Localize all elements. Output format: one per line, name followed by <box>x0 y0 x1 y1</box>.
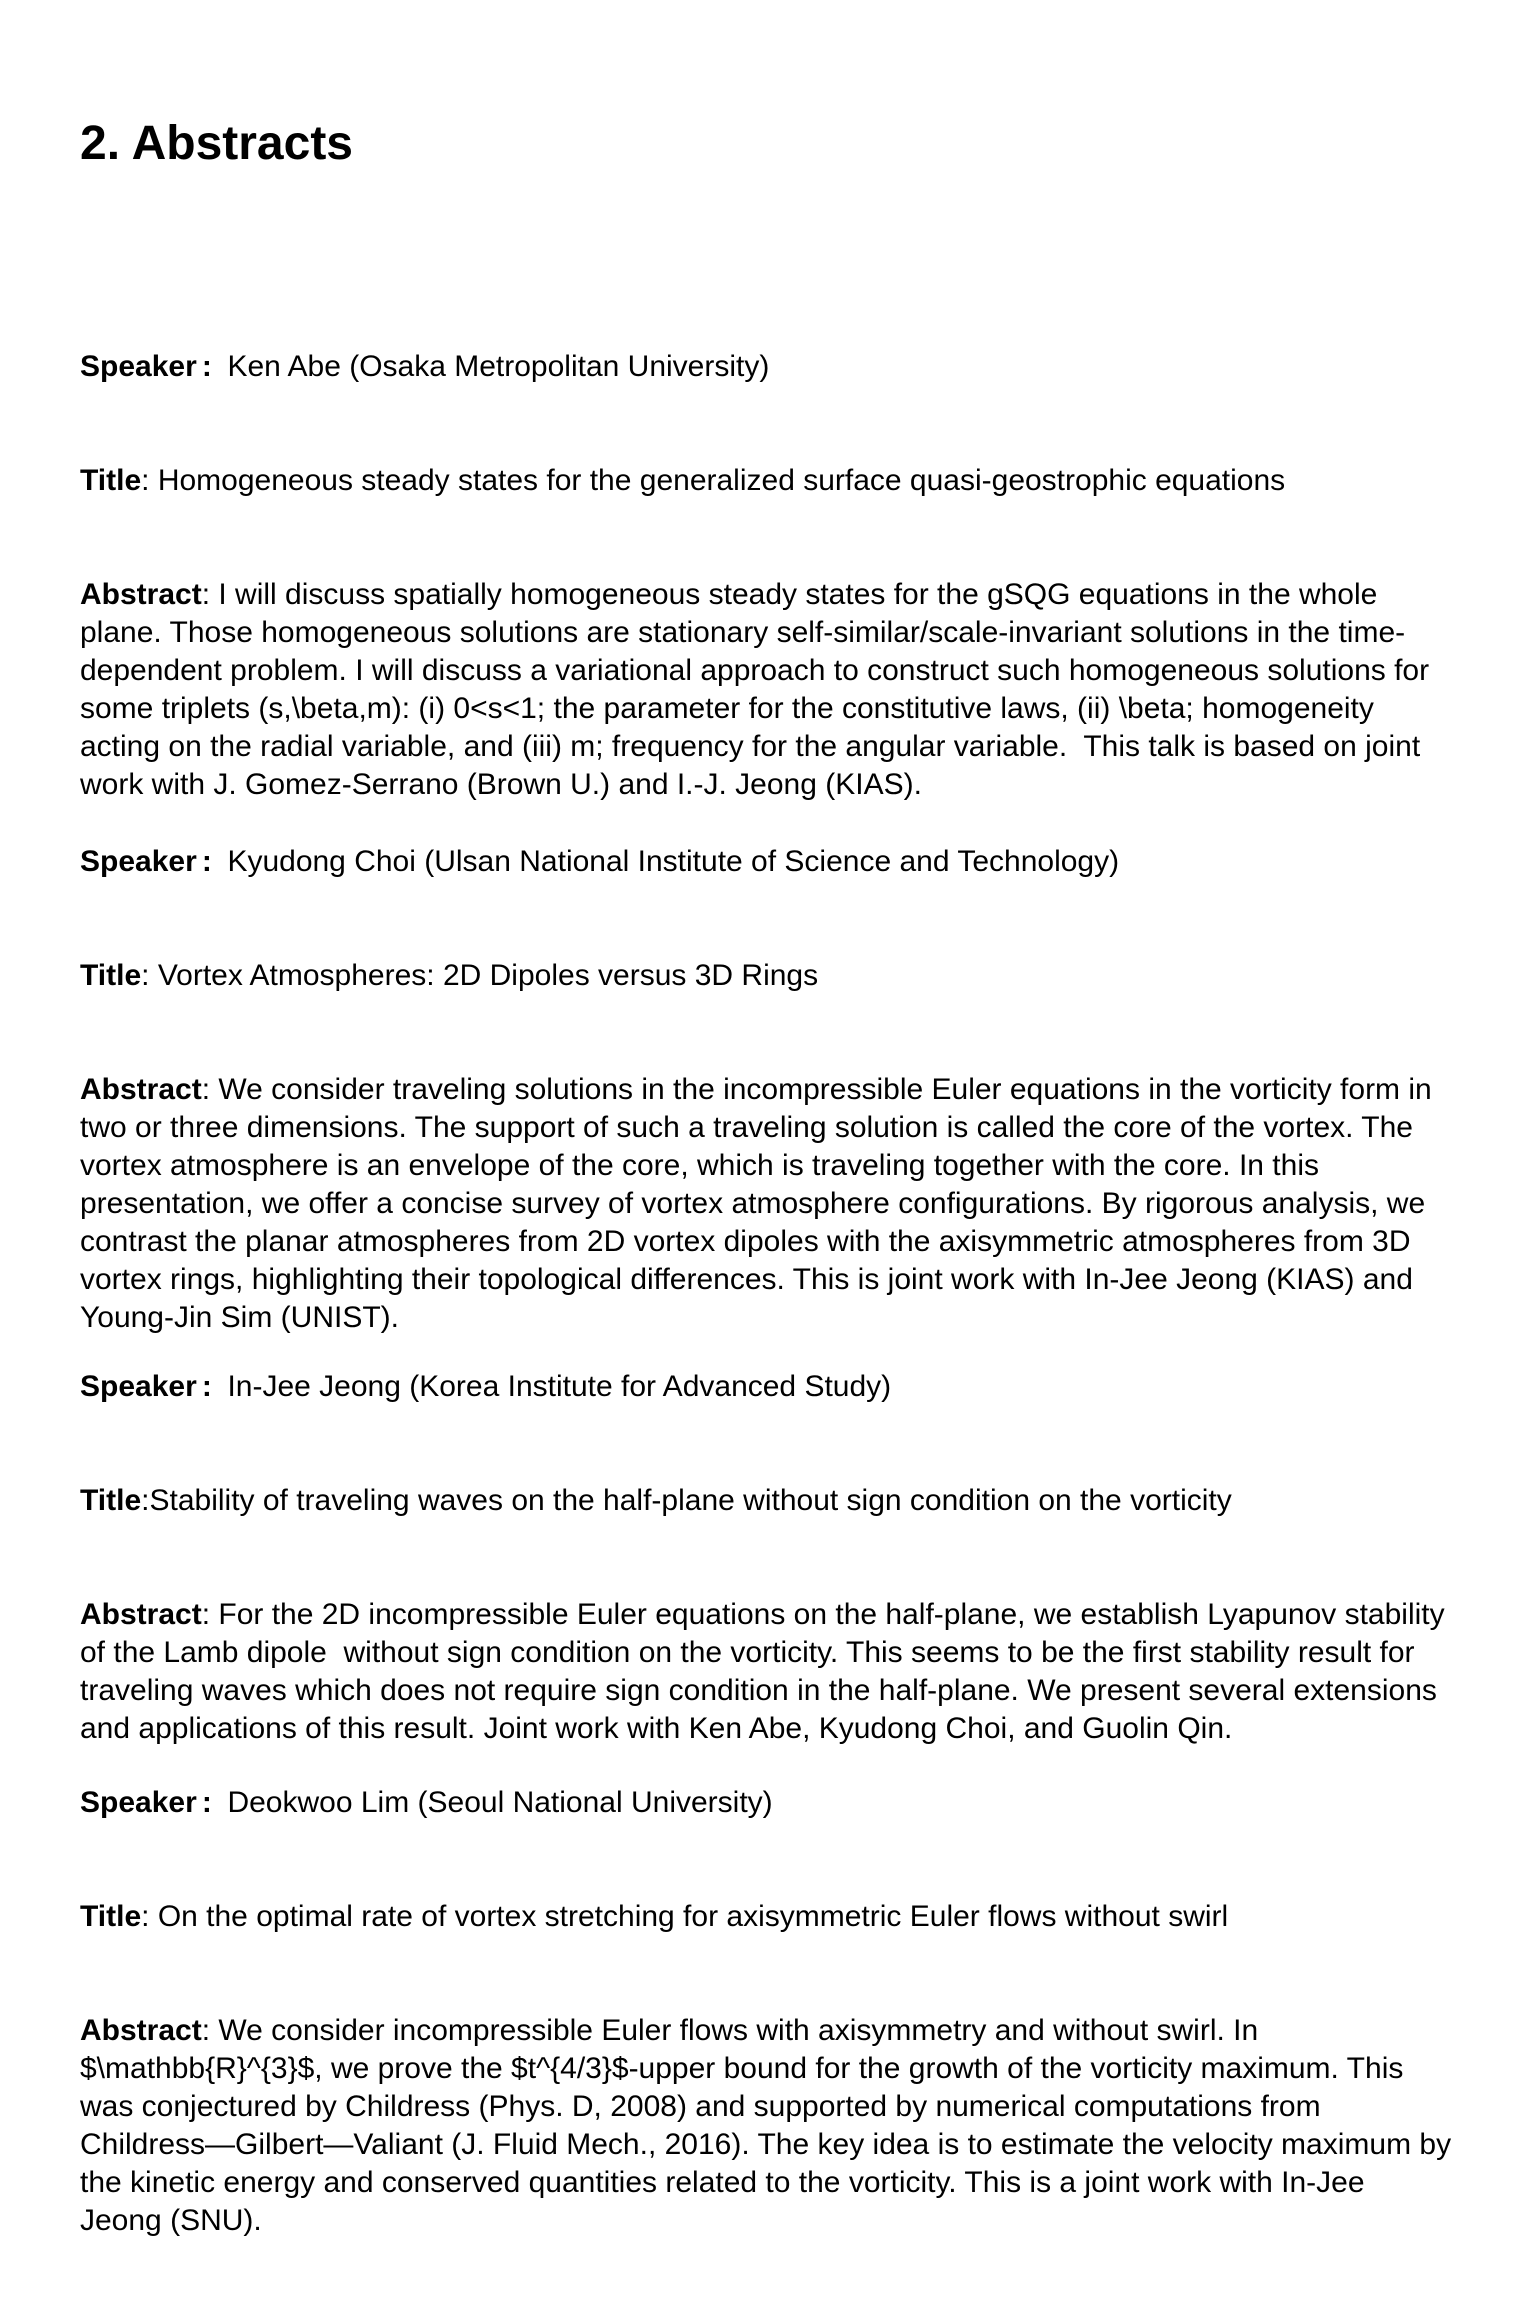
title-label: Title <box>80 1900 142 1933</box>
talk-title: Homogeneous steady states for the generalized surface quasi-geostrophic equations <box>157 464 1286 497</box>
title-line <box>80 1482 1452 1520</box>
title-line <box>80 1898 1452 1936</box>
abstract-block <box>80 1708 1460 2316</box>
abstract-label: Abstract <box>80 1598 202 1631</box>
speaker-line <box>80 348 1452 386</box>
title-label: Title <box>80 1484 142 1517</box>
speaker-label: Speaker <box>80 1370 197 1403</box>
speaker-colon: : <box>201 845 212 878</box>
title-line <box>80 957 1452 995</box>
abstract-body: We consider incompressible Euler flows with axisymmetry and without swirl. In $\mathbb{R}^{3}$, we prove the $t^{4/3}$-upper bound for the growth of the vorticity maximum. This was conjectured by Childress (Phys. D, 2008) and supported by numerical computations from Childress—Gilbert—Valiant (J. Fluid Mech., 2016). The key idea is to estimate the velocity maximum by the kinetic energy and conserved quantities related to the vorticity. This is a joint work with In-Jee Jeong (SNU). <box>80 2014 1460 2237</box>
speaker-colon: : <box>201 1370 212 1403</box>
abstract-separator: : <box>201 1073 219 1106</box>
speaker-line <box>80 1784 1452 1822</box>
speaker-name: Ken Abe (Osaka Metropolitan University) <box>227 350 770 383</box>
speaker-label: Speaker <box>80 350 197 383</box>
title-separator: : <box>141 464 158 497</box>
speaker-name: Deokwoo Lim (Seoul National University) <box>227 1786 773 1819</box>
abstract-paragraph <box>80 2012 1460 2240</box>
abstract-label: Abstract <box>80 1073 202 1106</box>
talk-title: Vortex Atmospheres: 2D Dipoles versus 3D Rings <box>157 959 819 992</box>
title-separator: : <box>141 959 158 992</box>
page-title: 2. Abstracts <box>80 117 353 170</box>
speaker-line <box>80 1368 1452 1406</box>
talk-title: On the optimal rate of vortex stretching for axisymmetric Euler flows without swirl <box>157 1900 1229 1933</box>
title-line <box>80 462 1452 500</box>
speaker-name: In-Jee Jeong (Korea Institute for Advanced Study) <box>227 1370 892 1403</box>
abstract-separator: : <box>201 2014 219 2047</box>
talk-title: Stability of traveling waves on the half-plane without sign condition on the vorticity <box>149 1484 1232 1517</box>
speaker-line <box>80 843 1452 881</box>
abstract-body: I will discuss spatially homogeneous steady states for the gSQG equations in the whole plane. Those homogeneous solutions are stationary self-similar/scale-invariant solutions in the time-dependent problem. I will discuss a variational approach to construct such homogeneous solutions for some triplets (s,\beta,m): (i) 0<s<1; the parameter for the constitutive laws, (ii) \beta; homogeneity acting on the radial variable, and (iii) m; frequency for the angular variable. This talk is based on joint work with J. Gomez-Serrano (Brown U.) and I.-J. Jeong (KIAS). <box>80 578 1438 801</box>
title-separator: : <box>141 1484 150 1517</box>
abstract-separator: : <box>201 1598 219 1631</box>
title-label: Title <box>80 464 142 497</box>
abstract-label: Abstract <box>80 2014 202 2047</box>
speaker-name: Kyudong Choi (Ulsan National Institute of Science and Technology) <box>227 845 1120 878</box>
title-separator: : <box>141 1900 158 1933</box>
abstract-body: For the 2D incompressible Euler equations on the half-plane, we establish Lyapunov stability of the Lamb dipole without sign condition on the vorticity. This seems to be the first stability result for traveling waves which does not require sign condition in the half-plane. We present several extensions and applications of this result. Joint work with Ken Abe, Kyudong Choi, and Guolin Qin. <box>80 1598 1453 1745</box>
abstract-label: Abstract <box>80 578 202 611</box>
speaker-label: Speaker <box>80 1786 197 1819</box>
speaker-colon: : <box>201 350 212 383</box>
speaker-colon: : <box>201 1786 212 1819</box>
speaker-label: Speaker <box>80 845 197 878</box>
title-label: Title <box>80 959 142 992</box>
abstract-separator: : <box>201 578 219 611</box>
abstract-body: We consider traveling solutions in the incompressible Euler equations in the vorticity form in two or three dimensions. The support of such a traveling solution is called the core of the vortex. The vortex atmosphere is an envelope of the core, which is traveling together with the core. In this presentation, we offer a concise survey of vortex atmosphere configurations. By rigorous analysis, we contrast the planar atmospheres from 2D vortex dipoles with the axisymmetric atmospheres from 3D vortex rings, highlighting their topological differences. This is joint work with In-Jee Jeong (KIAS) and Young-Jin Sim (UNIST). <box>80 1073 1441 1334</box>
